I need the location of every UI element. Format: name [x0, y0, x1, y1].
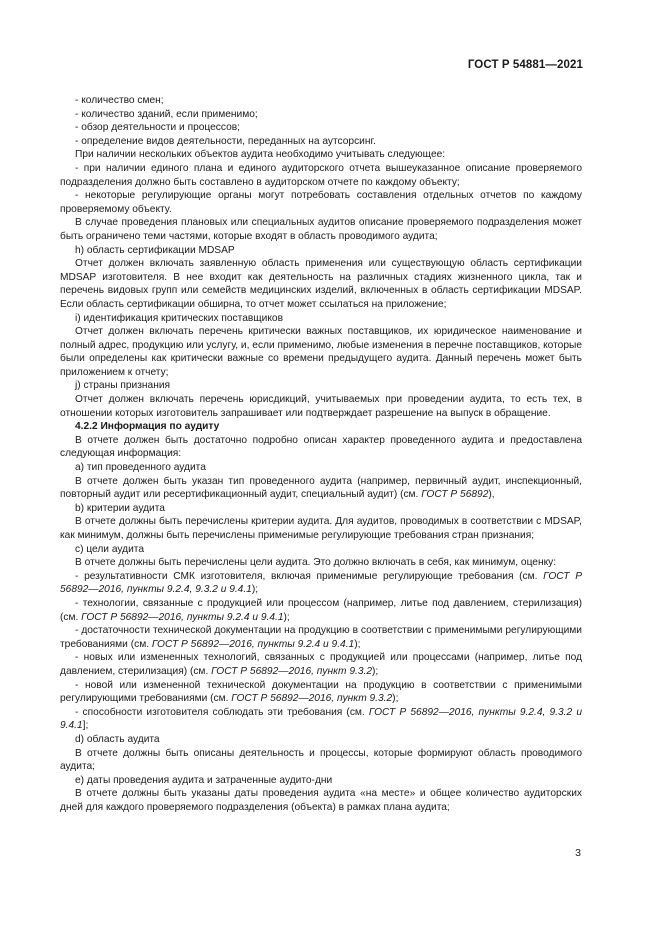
- paragraph: Отчет должен включать перечень критически важных поставщиков, их юридическое наименование и полный адрес, продукцию или услугу, и, если применимо, любые изменения в перечне поставщиков, которые были определены как критически важные со времени предыдущего аудита. Данный перечень может быть приложением к отчету;: [60, 326, 582, 378]
- paragraph: В случае проведения плановых или специальных аудитов описание проверяемого подразделения может быть ограничено теми частями, которые входят в область проводимого аудита;: [60, 217, 582, 242]
- standard-reference: ГОСТ Р 56892—2016, пункты 9.2.4, 9.3.2 и 9.4.1: [60, 570, 582, 596]
- standard-reference: ГОСТ Р 56892—2016, пункт 9.3.2: [211, 665, 372, 677]
- paragraph: В отчете должны быть описаны деятельность и процессы, которые формируют область проводимого аудита;: [60, 747, 582, 773]
- paragraph: В отчете должен быть указан тип проведенного аудита (например, первичный аудит, инспекционный, повторный аудит или ресертификационный аудит, специальный аудит) (см. ГОСТ Р 56892),: [60, 475, 582, 501]
- paragraph: - достаточности технической документации на продукцию в соответствии с применимыми регулирующими требованиями (см. ГОСТ Р 56892—2016, пункты 9.2.4 и 9.4.1);: [60, 625, 582, 650]
- standard-reference: ГОСТ Р 56892—2016, пункты 9.2.4 и 9.4.1: [81, 611, 284, 623]
- paragraph: h) область сертификации MDSAP: [75, 244, 235, 256]
- paragraph: При наличии нескольких объектов аудита необходимо учитывать следующее:: [75, 149, 446, 161]
- paragraph: Отчет должен включать перечень юрисдикций, учитываемых при проведении аудита, то есть тех, в отношении которых изготовитель запрашивает или подтверждает разрешение на выпуск в обращение.: [60, 394, 582, 419]
- paragraph: Отчет должен включать заявленную область применения или существующую область сертификации MDSAP изготовителя. В нее входит как деятельность на различных стадиях жизненного цикла, так и перечень видовых групп или семейств медицинских изделий, включенных в область сертификации MDSAP. Если область сертификации обширна, то отчет может ссылаться на приложение;: [60, 258, 582, 310]
- paragraph: - некоторые регулирующие органы могут потребовать составления отдельных отчетов по каждому проверяемому объекту.: [60, 190, 582, 215]
- standard-reference: ГОСТ Р 56892: [421, 489, 489, 501]
- paragraph: - результативности СМК изготовителя, включая применимые регулирующие требования (см. ГОСТ Р 56892—2016, пункты 9.2.4, 9.3.2 и 9.4.1);: [60, 570, 582, 596]
- standard-reference: ГОСТ Р 56892—2016, пункты 9.2.4, 9.3.2 и 9.4.1: [60, 706, 582, 732]
- paragraph: d) область аудита: [75, 733, 160, 745]
- paragraph: b) критерии аудита: [75, 502, 165, 514]
- paragraph: В отчете должны быть перечислены критерии аудита. Для аудитов, проводимых в соответствии с MDSAP, как минимум, должны быть перечислены применимые регулирующие требования стран признания;: [60, 516, 582, 541]
- paragraph: a) тип проведенного аудита: [75, 462, 206, 474]
- paragraph: - определение видов деятельности, переданных на аутсорсинг.: [75, 135, 376, 147]
- paragraph: - количество смен;: [75, 95, 164, 106]
- paragraph: - количество зданий, если применимо;: [75, 108, 258, 120]
- paragraph: - способности изготовителя соблюдать эти требования (см. ГОСТ Р 56892—2016, пункты 9.2.4, 9.3.2 и 9.4.1];: [60, 706, 582, 732]
- section-heading: 4.2.2 Информация по аудиту: [75, 421, 220, 433]
- paragraph: В отчете должен быть достаточно подробно описан характер проведенного аудита и предоставлена следующая информация:: [60, 434, 582, 460]
- paragraph: e) даты проведения аудита и затраченные аудито-дни: [75, 774, 333, 786]
- document-body: [60, 94, 582, 814]
- paragraph: - обзор деятельности и процессов;: [75, 122, 241, 134]
- paragraph: - новой или измененной технической документации на продукцию в соответствии с применимыми регулирующими требованиями (см. ГОСТ Р 56892—2016, пункт 9.3.2);: [60, 679, 582, 705]
- paragraph: В отчете должны быть перечислены цели аудита. Это должно включать в себя, как минимум, оценку:: [75, 557, 557, 569]
- page-number: 3: [575, 847, 581, 859]
- paragraph: - технологии, связанные с продукцией или процессом (например, литье под давлением, стерилизация) (см. ГОСТ Р 56892—2016, пункты 9.2.4 и 9.4.1);: [60, 597, 582, 623]
- paragraph: В отчете должны быть указаны даты проведения аудита «на месте» и общее количество аудиторских дней для каждого проверяемого подразделения (объекта) в рамках плана аудита;: [60, 788, 582, 813]
- paragraph: j) страны признания: [75, 380, 171, 392]
- document-standard-header: ГОСТ Р 54881—2021: [467, 59, 583, 71]
- paragraph: c) цели аудита: [75, 543, 144, 555]
- paragraph: - новых или измененных технологий, связанных с продукцией или процессами (например, литье под давлением, стерилизация) (см. ГОСТ Р 56892—2016, пункт 9.3.2);: [60, 652, 582, 677]
- standard-reference: ГОСТ Р 56892—2016, пункты 9.2.4 и 9.4.1: [151, 638, 355, 650]
- standard-reference: ГОСТ Р 56892—2016, пункт 9.3.2: [231, 693, 393, 705]
- paragraph: i) идентификация критических поставщиков: [75, 312, 283, 324]
- paragraph: - при наличии единого плана и единого аудиторского отчета вышеуказанное описание проверяемого подразделения должно быть составлено в аудиторском отчете по каждому объекту;: [60, 162, 582, 188]
